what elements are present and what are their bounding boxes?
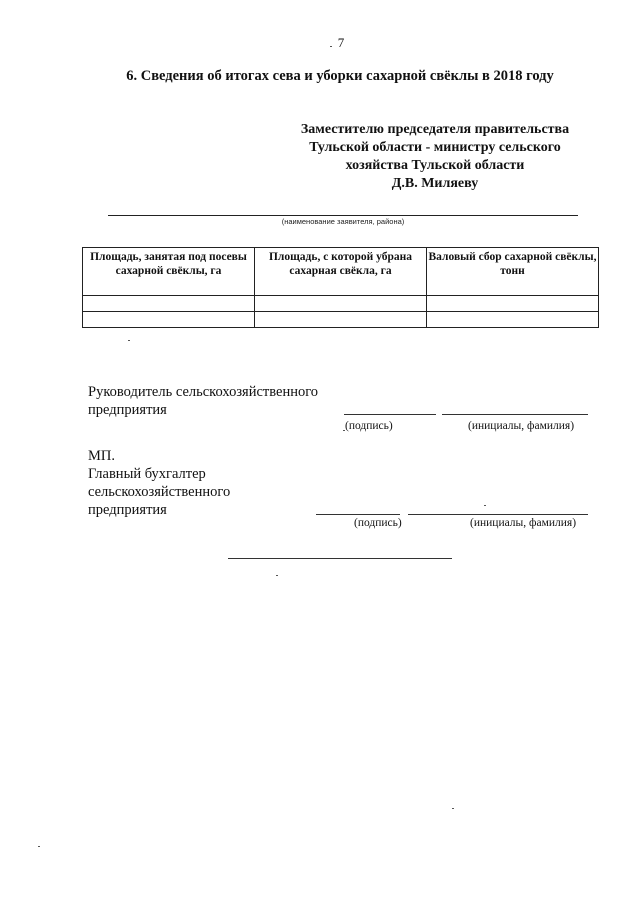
head-name-caption: (инициалы, фамилия)	[468, 420, 575, 432]
accountant-name-line[interactable]	[408, 514, 588, 515]
page-number: 7	[337, 35, 345, 50]
accountant-name-caption: (инициалы, фамилия)	[470, 517, 577, 529]
addressee-line-1: Заместителю председателя правительства	[300, 122, 570, 137]
header-sown-area: Площадь, занятая под посевы сахарной свёклы, га	[83, 248, 255, 296]
scan-speck	[330, 46, 332, 47]
head-role-label	[88, 383, 318, 419]
header-gross-yield: Валовый сбор сахарной свёклы, тонн	[427, 248, 599, 296]
table-cell-gross-yield[interactable]	[427, 312, 599, 328]
head-name-line[interactable]	[442, 414, 588, 415]
applicant-caption: (наименование заявителя, района)	[281, 217, 405, 226]
scan-speck	[484, 505, 486, 506]
sugar-beet-table	[82, 247, 599, 328]
table-cell-harvested-area[interactable]	[255, 296, 427, 312]
head-signature-caption: (подпись)	[345, 420, 393, 432]
addressee-line-4: Д.В. Миляеву	[391, 176, 479, 191]
table-cell-gross-yield[interactable]	[427, 296, 599, 312]
scan-speck	[38, 846, 40, 847]
table-cell-sown-area[interactable]	[83, 312, 255, 328]
head-role-line-2: предприятия	[88, 402, 167, 418]
accountant-role-line-3: предприятия	[88, 502, 167, 518]
table-cell-harvested-area[interactable]	[255, 312, 427, 328]
closing-rule	[228, 558, 452, 559]
header-harvested-area: Площадь, с которой убрана сахарная свёкла, га	[255, 248, 427, 296]
table-header-row	[83, 248, 599, 296]
addressee-block	[270, 121, 600, 193]
stamp-label: МП.	[88, 448, 115, 464]
accountant-signature-caption: (подпись)	[354, 517, 402, 529]
table-row	[83, 312, 599, 328]
document-title: 6. Сведения об итогах сева и уборки сахарной свёклы в 2018 году	[126, 68, 554, 84]
accountant-role-label	[88, 465, 230, 519]
scan-speck	[128, 340, 130, 341]
scan-speck	[452, 808, 454, 809]
scan-speck	[276, 575, 278, 576]
table-cell-sown-area[interactable]	[83, 296, 255, 312]
table-row	[83, 296, 599, 312]
addressee-line-3: хозяйства Тульской области	[345, 158, 525, 173]
head-role-line-1: Руководитель сельскохозяйственного	[88, 384, 319, 400]
addressee-line-2: Тульской области - министру сельского	[309, 140, 561, 155]
accountant-signature-line[interactable]	[316, 514, 400, 515]
head-signature-line[interactable]	[344, 414, 436, 415]
scan-speck	[343, 430, 345, 431]
accountant-role-line-2: сельскохозяйственного	[88, 484, 231, 500]
accountant-role-line-1: Главный бухгалтер	[88, 466, 206, 482]
applicant-name-line[interactable]	[108, 215, 578, 216]
